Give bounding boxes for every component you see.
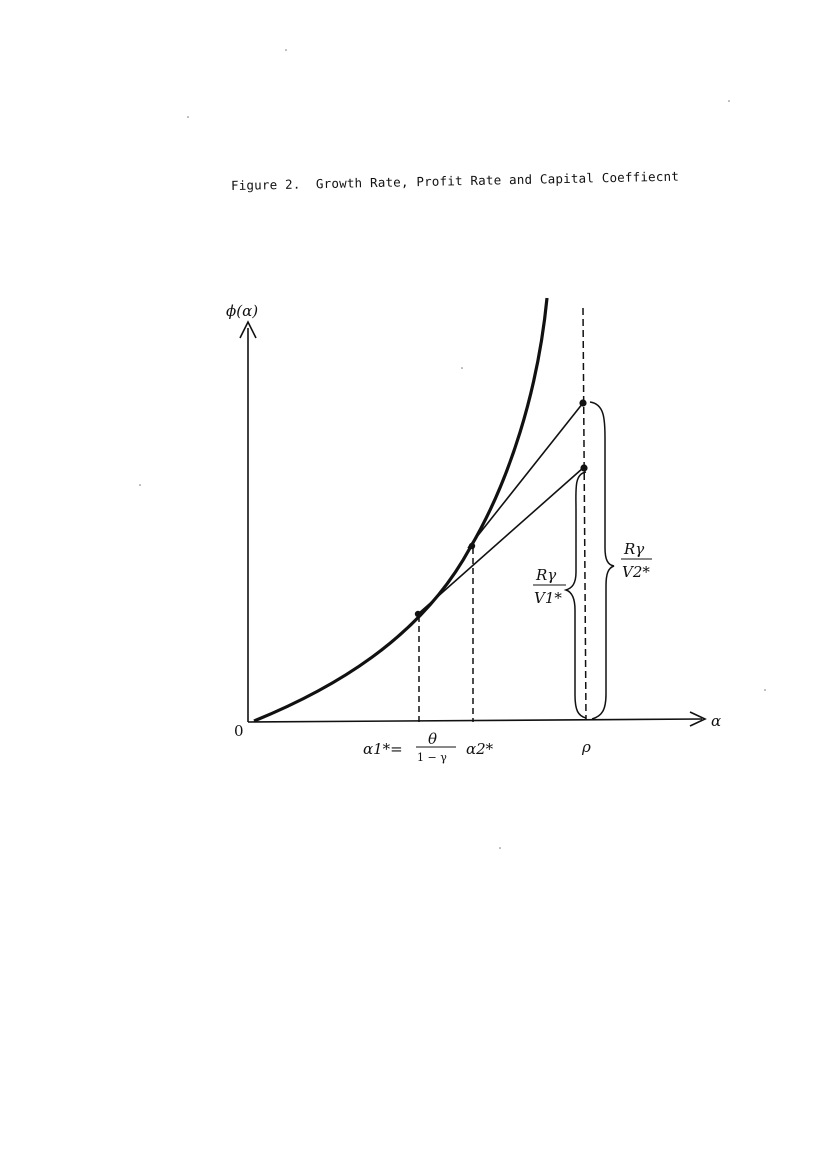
figure-caption: Figure 2. Growth Rate, Profit Rate and Capital Coeffiecnt bbox=[230, 168, 680, 193]
line-to-rho-upper bbox=[468, 403, 583, 548]
ratio2-denominator: V2* bbox=[622, 563, 650, 581]
y-axis-label: ϕ(α) bbox=[226, 302, 259, 320]
x-axis-label: α bbox=[711, 712, 722, 730]
alpha1-label: α1*= bbox=[363, 740, 403, 758]
ratio1-numerator: Rγ bbox=[536, 566, 557, 584]
phi-curve bbox=[254, 298, 547, 721]
alpha2-label: α2* bbox=[466, 740, 494, 758]
point-alpha1-curve bbox=[415, 611, 421, 617]
rho-label: ρ bbox=[582, 738, 591, 756]
brace-lower bbox=[566, 472, 586, 718]
theta-label: θ bbox=[428, 730, 438, 748]
one-minus-gamma-label: 1 − γ bbox=[417, 751, 447, 764]
point-alpha2-curve bbox=[469, 543, 475, 549]
ratio2-numerator: Rγ bbox=[624, 540, 645, 558]
origin-label: 0 bbox=[234, 722, 244, 740]
dashed-rho bbox=[583, 308, 586, 720]
brace-upper bbox=[590, 402, 614, 719]
ratio1-denominator: V1* bbox=[534, 589, 562, 607]
x-axis bbox=[248, 719, 702, 722]
